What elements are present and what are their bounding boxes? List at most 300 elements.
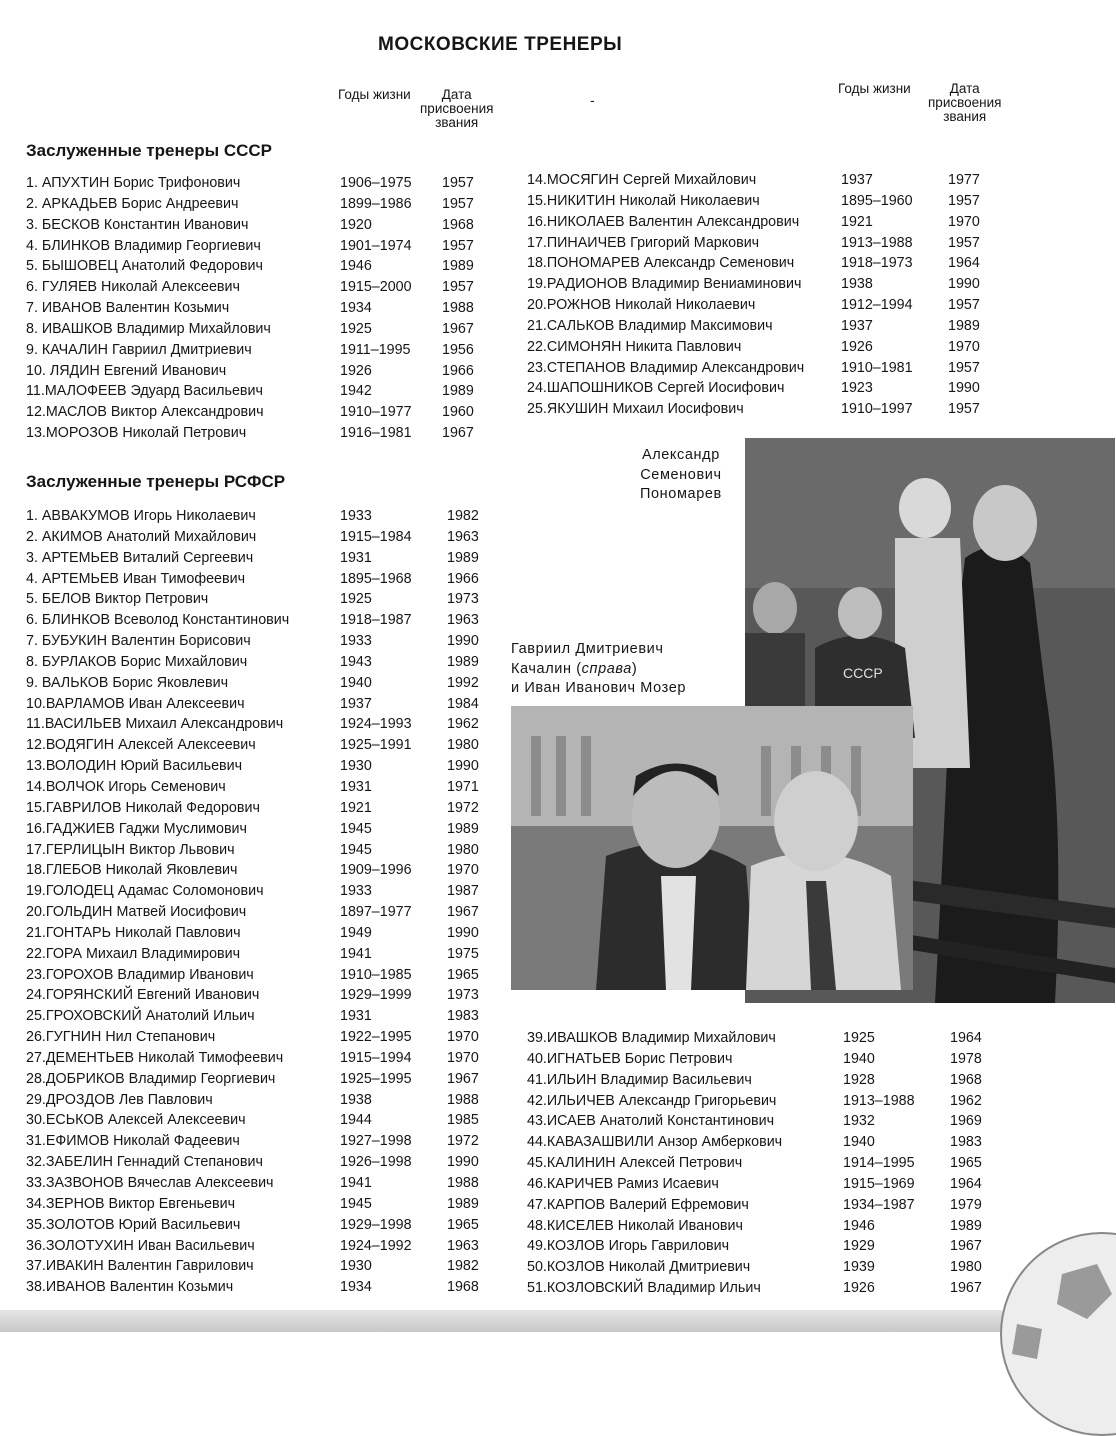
coach-name: 2. АРКАДЬЕВ Борис Андреевич — [26, 195, 239, 212]
coach-name: 27.ДЕМЕНТЬЕВ Николай Тимофеевич — [26, 1049, 284, 1066]
list-item — [26, 756, 496, 777]
ussr-list-right — [527, 170, 997, 420]
coach-years: 1933 — [340, 883, 372, 900]
coach-years: 1911–1995 — [340, 341, 411, 358]
coach-award-date: 1989 — [442, 258, 474, 275]
coach-name: 30.ЕСЬКОВ Алексей Алексеевич — [26, 1112, 246, 1129]
header-years-left: Годы жизни — [338, 87, 411, 102]
coach-award-date: 1983 — [950, 1134, 982, 1151]
caption-kachalin-line3: и Иван Иванович Мозер — [511, 680, 687, 696]
coach-award-date: 1990 — [447, 1154, 479, 1171]
coach-award-date: 1990 — [447, 633, 479, 650]
coach-award-date: 1989 — [950, 1217, 982, 1234]
coach-award-date: 1989 — [447, 1195, 479, 1212]
list-item — [26, 1069, 496, 1090]
coach-award-date: 1964 — [948, 255, 980, 272]
coach-award-date: 1963 — [447, 528, 479, 545]
list-item — [26, 298, 496, 319]
coach-years: 1925–1995 — [340, 1070, 412, 1087]
list-item — [527, 1111, 997, 1132]
coach-years: 1949 — [340, 924, 372, 941]
coach-award-date: 1956 — [442, 341, 474, 358]
coach-name: 13.МОРОЗОВ Николай Петрович — [26, 425, 247, 442]
coach-years: 1931 — [340, 778, 372, 795]
list-item — [26, 277, 496, 298]
coach-award-date: 1966 — [442, 362, 474, 379]
coach-years: 1910–1977 — [340, 404, 412, 421]
list-item — [527, 316, 997, 337]
coach-name: 40.ИГНАТЬЕВ Борис Петрович — [527, 1050, 733, 1067]
coach-name: 23.СТЕПАНОВ Владимир Александрович — [527, 359, 805, 376]
coach-years: 1915–1969 — [843, 1175, 915, 1192]
coach-years: 1932 — [843, 1113, 875, 1130]
coach-name: 28.ДОБРИКОВ Владимир Георгиевич — [26, 1070, 276, 1087]
coach-years: 1942 — [340, 383, 372, 400]
list-item — [26, 798, 496, 819]
list-item — [527, 1049, 997, 1070]
coach-name: 35.ЗОЛОТОВ Юрий Васильевич — [26, 1216, 241, 1233]
list-item — [527, 1257, 997, 1278]
coach-name: 10.ВАРЛАМОВ Иван Алексеевич — [26, 695, 245, 712]
coach-years: 1910–1981 — [841, 359, 913, 376]
list-item — [26, 985, 496, 1006]
coach-award-date: 1965 — [447, 1216, 479, 1233]
list-item — [26, 944, 496, 965]
coach-award-date: 1972 — [447, 1133, 479, 1150]
coach-award-date: 1990 — [948, 276, 980, 293]
coach-name: 7. ИВАНОВ Валентин Козьмич — [26, 300, 230, 317]
coach-years: 1939 — [843, 1259, 875, 1276]
coach-name: 26.ГУГНИН Нил Степанович — [26, 1029, 216, 1046]
coach-name: 24.ГОРЯНСКИЙ Евгений Иванович — [26, 987, 260, 1004]
coach-years: 1918–1987 — [340, 612, 412, 629]
coach-award-date: 1989 — [447, 549, 479, 566]
list-item — [26, 1006, 496, 1027]
coach-name: 42.ИЛЬИЧЕВ Александр Григорьевич — [527, 1092, 777, 1109]
list-item — [527, 1132, 997, 1153]
coach-name: 25.ЯКУШИН Михаил Иосифович — [527, 401, 744, 418]
coach-award-date: 1957 — [442, 237, 474, 254]
coach-name: 44.КАВАЗАШВИЛИ Анзор Амберкович — [527, 1134, 783, 1151]
header-date-right: Дата присвоения звания — [928, 81, 1002, 124]
coach-award-date: 1982 — [447, 1258, 479, 1275]
list-item — [26, 923, 496, 944]
coach-years: 1929 — [843, 1238, 875, 1255]
coach-name: 23.ГОРОХОВ Владимир Иванович — [26, 966, 254, 983]
coach-award-date: 1970 — [447, 862, 479, 879]
coach-award-date: 1963 — [447, 612, 479, 629]
coach-name: 16.ГАДЖИЕВ Гаджи Муслимович — [26, 820, 247, 837]
list-item — [26, 777, 496, 798]
coach-award-date: 1964 — [950, 1030, 982, 1046]
coach-years: 1918–1973 — [841, 255, 913, 272]
list-item — [26, 569, 496, 590]
coach-years: 1943 — [340, 653, 372, 670]
coach-award-date: 1967 — [447, 1070, 479, 1087]
coach-name: 1. АПУХТИН Борис Трифонович — [26, 175, 241, 191]
list-item — [26, 194, 496, 215]
coach-award-date: 1967 — [447, 904, 479, 921]
coach-award-date: 1973 — [447, 591, 479, 608]
coach-years: 1924–1993 — [340, 716, 412, 733]
coach-name: 9. ВАЛЬКОВ Борис Яковлевич — [26, 674, 229, 691]
list-item — [26, 236, 496, 257]
coach-name: 15.НИКИТИН Николай Николаевич — [527, 192, 760, 209]
coach-award-date: 1970 — [948, 338, 980, 355]
svg-text:СССР: СССР — [843, 665, 883, 681]
coach-years: 1941 — [340, 1175, 372, 1191]
list-item — [26, 173, 496, 194]
coach-years: 1934–1987 — [843, 1196, 915, 1213]
photo-kachalin-moser — [511, 706, 913, 990]
coach-name: 5. БЕЛОВ Виктор Петрович — [26, 591, 209, 608]
coach-award-date: 1987 — [447, 883, 479, 900]
section-rsfsr-heading: Заслуженные тренеры РСФСР — [26, 472, 286, 491]
coach-name: 33.ЗАЗВОНОВ Вячеслав Алексеевич — [26, 1175, 274, 1191]
coach-name: 11.ВАСИЛЬЕВ Михаил Александрович — [26, 716, 284, 733]
coach-award-date: 1982 — [447, 508, 479, 524]
coach-years: 1913–1988 — [841, 234, 913, 251]
coach-award-date: 1968 — [950, 1071, 982, 1088]
coach-name: 25.ГРОХОВСКИЙ Анатолий Ильич — [26, 1008, 255, 1025]
coach-years: 1937 — [841, 172, 873, 188]
coach-award-date: 1957 — [442, 279, 474, 296]
coach-award-date: 1975 — [447, 945, 479, 962]
list-item — [26, 1110, 496, 1131]
coach-award-date: 1957 — [442, 195, 474, 212]
list-item — [527, 1195, 997, 1216]
coach-name: 46.КАРИЧЕВ Рамиз Исаевич — [527, 1175, 719, 1192]
coach-name: 15.ГАВРИЛОВ Николай Федорович — [26, 799, 260, 816]
coach-award-date: 1990 — [447, 924, 479, 941]
list-item — [26, 1277, 496, 1298]
coach-name: 14.МОСЯГИН Сергей Михайлович — [527, 172, 757, 188]
coach-award-date: 1970 — [447, 1029, 479, 1046]
coach-name: 16.НИКОЛАЕВ Валентин Александрович — [527, 213, 800, 230]
coach-name: 9. КАЧАЛИН Гавриил Дмитриевич — [26, 341, 252, 358]
coach-years: 1937 — [340, 695, 372, 712]
coach-name: 21.ГОНТАРЬ Николай Павлович — [26, 924, 241, 941]
list-item — [26, 548, 496, 569]
coach-years: 1897–1977 — [340, 904, 412, 921]
coach-years: 1914–1995 — [843, 1155, 915, 1172]
coach-name: 38.ИВАНОВ Валентин Козьмич — [26, 1279, 234, 1296]
list-item — [527, 399, 997, 420]
ussr-list-left — [26, 173, 496, 444]
coach-years: 1922–1995 — [340, 1029, 412, 1046]
list-item — [26, 340, 496, 361]
list-item — [26, 1090, 496, 1111]
list-item — [26, 527, 496, 548]
list-item — [26, 1236, 496, 1257]
list-item — [527, 1236, 997, 1257]
coach-award-date: 1965 — [447, 966, 479, 983]
coach-award-date: 1979 — [950, 1196, 982, 1213]
coach-years: 1929–1999 — [340, 987, 412, 1004]
coach-award-date: 1988 — [447, 1175, 479, 1191]
coach-name: 45.КАЛИНИН Алексей Петрович — [527, 1155, 743, 1172]
coach-award-date: 1962 — [447, 716, 479, 733]
coach-years: 1931 — [340, 1008, 372, 1025]
coach-years: 1895–1968 — [340, 570, 412, 587]
coach-name: 36.ЗОЛОТУХИН Иван Васильевич — [26, 1237, 255, 1254]
list-item — [26, 673, 496, 694]
coach-years: 1925–1991 — [340, 737, 412, 754]
coach-name: 3. АРТЕМЬЕВ Виталий Сергеевич — [26, 549, 254, 566]
coach-years: 1926 — [841, 338, 873, 355]
coach-name: 3. БЕСКОВ Константин Иванович — [26, 216, 249, 233]
coach-award-date: 1972 — [447, 799, 479, 816]
coach-name: 2. АКИМОВ Анатолий Михайлович — [26, 528, 257, 545]
coach-award-date: 1957 — [948, 401, 980, 418]
coach-name: 8. БУРЛАКОВ Борис Михайлович — [26, 653, 248, 670]
coach-name: 51.КОЗЛОВСКИЙ Владимир Ильич — [527, 1280, 761, 1297]
coach-years: 1923 — [841, 380, 873, 397]
coach-award-date: 1963 — [447, 1237, 479, 1254]
coach-name: 49.КОЗЛОВ Игорь Гаврилович — [527, 1238, 730, 1255]
coach-years: 1930 — [340, 1258, 372, 1275]
coach-name: 50.КОЗЛОВ Николай Дмитриевич — [527, 1259, 751, 1276]
list-item — [26, 215, 496, 236]
list-item — [527, 1070, 997, 1091]
coach-name: 4. АРТЕМЬЕВ Иван Тимофеевич — [26, 570, 246, 587]
coach-award-date: 1966 — [447, 570, 479, 587]
coach-award-date: 1983 — [447, 1008, 479, 1025]
coach-award-date: 1992 — [447, 674, 479, 691]
list-item — [26, 423, 496, 444]
coach-years: 1925 — [340, 320, 372, 337]
coach-years: 1938 — [340, 1091, 372, 1108]
caption-kachalin-line1: Гавриил Дмитриевич — [511, 641, 664, 657]
list-item — [26, 1048, 496, 1069]
list-item — [26, 256, 496, 277]
rsfsr-list-right — [527, 1028, 997, 1299]
coach-years: 1925 — [340, 591, 372, 608]
coach-award-date: 1978 — [950, 1050, 982, 1067]
coach-name: 31.ЕФИМОВ Николай Фадеевич — [26, 1133, 240, 1150]
coach-years: 1915–2000 — [340, 279, 412, 296]
coach-years: 1940 — [843, 1134, 875, 1151]
coach-years: 1916–1981 — [340, 425, 412, 442]
list-item — [527, 337, 997, 358]
list-item — [527, 191, 997, 212]
list-item — [26, 819, 496, 840]
coach-award-date: 1957 — [948, 192, 980, 209]
list-item — [26, 840, 496, 861]
coach-award-date: 1989 — [447, 820, 479, 837]
coach-years: 1921 — [841, 213, 873, 230]
list-item — [527, 358, 997, 379]
list-item — [527, 1278, 997, 1299]
coach-years: 1929–1998 — [340, 1216, 412, 1233]
list-item — [26, 694, 496, 715]
list-item — [26, 361, 496, 382]
list-item — [26, 319, 496, 340]
coach-years: 1926–1998 — [340, 1154, 412, 1171]
coach-award-date: 1968 — [447, 1279, 479, 1296]
coach-years: 1934 — [340, 300, 372, 317]
coach-years: 1915–1984 — [340, 528, 412, 545]
coach-award-date: 1989 — [447, 653, 479, 670]
coach-years: 1946 — [340, 258, 372, 275]
coach-name: 11.МАЛОФЕЕВ Эдуард Васильевич — [26, 383, 263, 400]
list-item — [26, 1194, 496, 1215]
coach-award-date: 1988 — [447, 1091, 479, 1108]
caption-kachalin-line2: Качалин (справа) — [511, 660, 638, 677]
coach-years: 1927–1998 — [340, 1133, 412, 1150]
coach-name: 19.РАДИОНОВ Владимир Вениаминович — [527, 276, 802, 293]
list-item — [26, 506, 496, 527]
footer-bar — [0, 1310, 1116, 1332]
coach-years: 1909–1996 — [340, 862, 412, 879]
coach-name: 34.ЗЕРНОВ Виктор Евгеньевич — [26, 1195, 236, 1212]
coach-years: 1921 — [340, 799, 372, 816]
coach-award-date: 1973 — [447, 987, 479, 1004]
list-item — [527, 295, 997, 316]
coach-name: 12.МАСЛОВ Виктор Александрович — [26, 404, 264, 421]
coach-name: 18.ГЛЕБОВ Николай Яковлевич — [26, 862, 238, 879]
section-ussr-heading: Заслуженные тренеры СССР — [26, 141, 272, 160]
coach-award-date: 1980 — [950, 1259, 982, 1276]
coach-award-date: 1984 — [447, 695, 479, 712]
list-item — [527, 233, 997, 254]
coach-years: 1901–1974 — [340, 237, 412, 254]
coach-award-date: 1970 — [948, 213, 980, 230]
coach-years: 1938 — [841, 276, 873, 293]
coach-award-date: 1970 — [447, 1049, 479, 1066]
coach-years: 1930 — [340, 758, 372, 775]
coach-years: 1940 — [340, 674, 372, 691]
coach-name: 17.ПИНАИЧЕВ Григорий Маркович — [527, 234, 760, 251]
coach-years: 1925 — [843, 1030, 875, 1046]
coach-award-date: 1967 — [442, 425, 474, 442]
list-item — [26, 652, 496, 673]
coach-award-date: 1977 — [948, 172, 980, 188]
coach-years: 1926 — [843, 1280, 875, 1297]
coach-name: 20.РОЖНОВ Николай Николаевич — [527, 297, 756, 314]
football-icon — [1000, 1232, 1116, 1436]
caption-kachalin — [511, 640, 686, 699]
list-item — [527, 170, 997, 191]
list-item — [26, 1027, 496, 1048]
coach-years: 1910–1997 — [841, 401, 913, 418]
coach-name: 47.КАРПОВ Валерий Ефремович — [527, 1196, 749, 1213]
coach-award-date: 1980 — [447, 841, 479, 858]
coach-name: 14.ВОЛЧОК Игорь Семенович — [26, 778, 226, 795]
coach-name: 6. ГУЛЯЕВ Николай Алексеевич — [26, 279, 240, 296]
list-item — [26, 631, 496, 652]
coach-name: 48.КИСЕЛЕВ Николай Иванович — [527, 1217, 743, 1234]
header-date-left: Дата присвоения звания — [420, 87, 494, 130]
coach-name: 19.ГОЛОДЕЦ Адамас Соломонович — [26, 883, 264, 900]
coach-name: 6. БЛИНКОВ Всеволод Константинович — [26, 612, 290, 629]
coach-award-date: 1967 — [442, 320, 474, 337]
coach-award-date: 1967 — [950, 1238, 982, 1255]
coach-years: 1945 — [340, 820, 372, 837]
coach-name: 20.ГОЛЬДИН Матвей Иосифович — [26, 904, 247, 921]
coach-years: 1899–1986 — [340, 195, 412, 212]
coach-name: 29.ДРОЗДОВ Лев Павлович — [26, 1091, 213, 1108]
coach-name: 10. ЛЯДИН Евгений Иванович — [26, 362, 227, 379]
coach-years: 1924–1992 — [340, 1237, 412, 1254]
coach-award-date: 1971 — [447, 778, 479, 795]
coach-years: 1945 — [340, 841, 372, 858]
coach-name: 24.ШАПОШНИКОВ Сергей Иосифович — [527, 380, 785, 397]
coach-award-date: 1957 — [948, 297, 980, 314]
list-item — [527, 1091, 997, 1112]
coach-award-date: 1989 — [442, 383, 474, 400]
list-item — [527, 1153, 997, 1174]
page-title: МОСКОВСКИЕ ТРЕНЕРЫ — [378, 34, 623, 55]
coach-name: 39.ИВАШКОВ Владимир Михайлович — [527, 1030, 776, 1046]
list-item — [26, 965, 496, 986]
coach-name: 13.ВОЛОДИН Юрий Васильевич — [26, 758, 243, 775]
coach-name: 22.СИМОНЯН Никита Павлович — [527, 338, 742, 355]
caption-ponomarev: Александр Семенович Пономарев — [640, 447, 722, 502]
coach-name: 43.ИСАЕВ Анатолий Константинович — [527, 1113, 775, 1130]
coach-name: 8. ИВАШКОВ Владимир Михайлович — [26, 320, 271, 337]
coach-name: 37.ИВАКИН Валентин Гаврилович — [26, 1258, 254, 1275]
list-item — [26, 881, 496, 902]
coach-years: 1928 — [843, 1071, 875, 1088]
coach-award-date: 1968 — [442, 216, 474, 233]
coach-years: 1933 — [340, 633, 372, 650]
list-item — [26, 402, 496, 423]
coach-award-date: 1988 — [442, 300, 474, 317]
rsfsr-list-left — [26, 506, 496, 1298]
list-item — [527, 1174, 997, 1195]
coach-award-date: 1967 — [950, 1280, 982, 1297]
list-item — [26, 1215, 496, 1236]
list-item — [527, 1028, 997, 1049]
coach-years: 1931 — [340, 549, 372, 566]
coach-name: 17.ГЕРЛИЦЫН Виктор Львович — [26, 841, 235, 858]
list-item — [26, 1256, 496, 1277]
coach-award-date: 1960 — [442, 404, 474, 421]
coach-years: 1934 — [340, 1279, 372, 1296]
coach-years: 1910–1985 — [340, 966, 412, 983]
coach-award-date: 1980 — [447, 737, 479, 754]
list-item — [26, 589, 496, 610]
list-item — [26, 610, 496, 631]
coach-name: 1. АВВАКУМОВ Игорь Николаевич — [26, 508, 256, 524]
list-item — [26, 1173, 496, 1194]
coach-name: 7. БУБУКИН Валентин Борисович — [26, 633, 251, 650]
coach-years: 1912–1994 — [841, 297, 913, 314]
coach-years: 1940 — [843, 1050, 875, 1067]
list-item — [26, 902, 496, 923]
list-item — [26, 1152, 496, 1173]
coach-name: 41.ИЛЬИН Владимир Васильевич — [527, 1071, 752, 1088]
coach-name: 4. БЛИНКОВ Владимир Георгиевич — [26, 237, 261, 254]
coach-award-date: 1965 — [950, 1155, 982, 1172]
coach-name: 22.ГОРА Михаил Владимирович — [26, 945, 241, 962]
coach-years: 1913–1988 — [843, 1092, 915, 1109]
coach-years: 1945 — [340, 1195, 372, 1212]
coach-years: 1937 — [841, 317, 873, 334]
list-item — [26, 735, 496, 756]
header-dash: - — [590, 92, 595, 108]
coach-award-date: 1957 — [948, 234, 980, 251]
coach-name: 18.ПОНОМАРЕВ Александр Семенович — [527, 255, 795, 272]
coach-award-date: 1957 — [948, 359, 980, 376]
coach-name: 5. БЫШОВЕЦ Анатолий Федорович — [26, 258, 263, 275]
coach-years: 1915–1994 — [340, 1049, 412, 1066]
list-item — [527, 212, 997, 233]
coach-name: 32.ЗАБЕЛИН Геннадий Степанович — [26, 1154, 263, 1171]
coach-years: 1941 — [340, 945, 372, 962]
coach-award-date: 1985 — [447, 1112, 479, 1129]
